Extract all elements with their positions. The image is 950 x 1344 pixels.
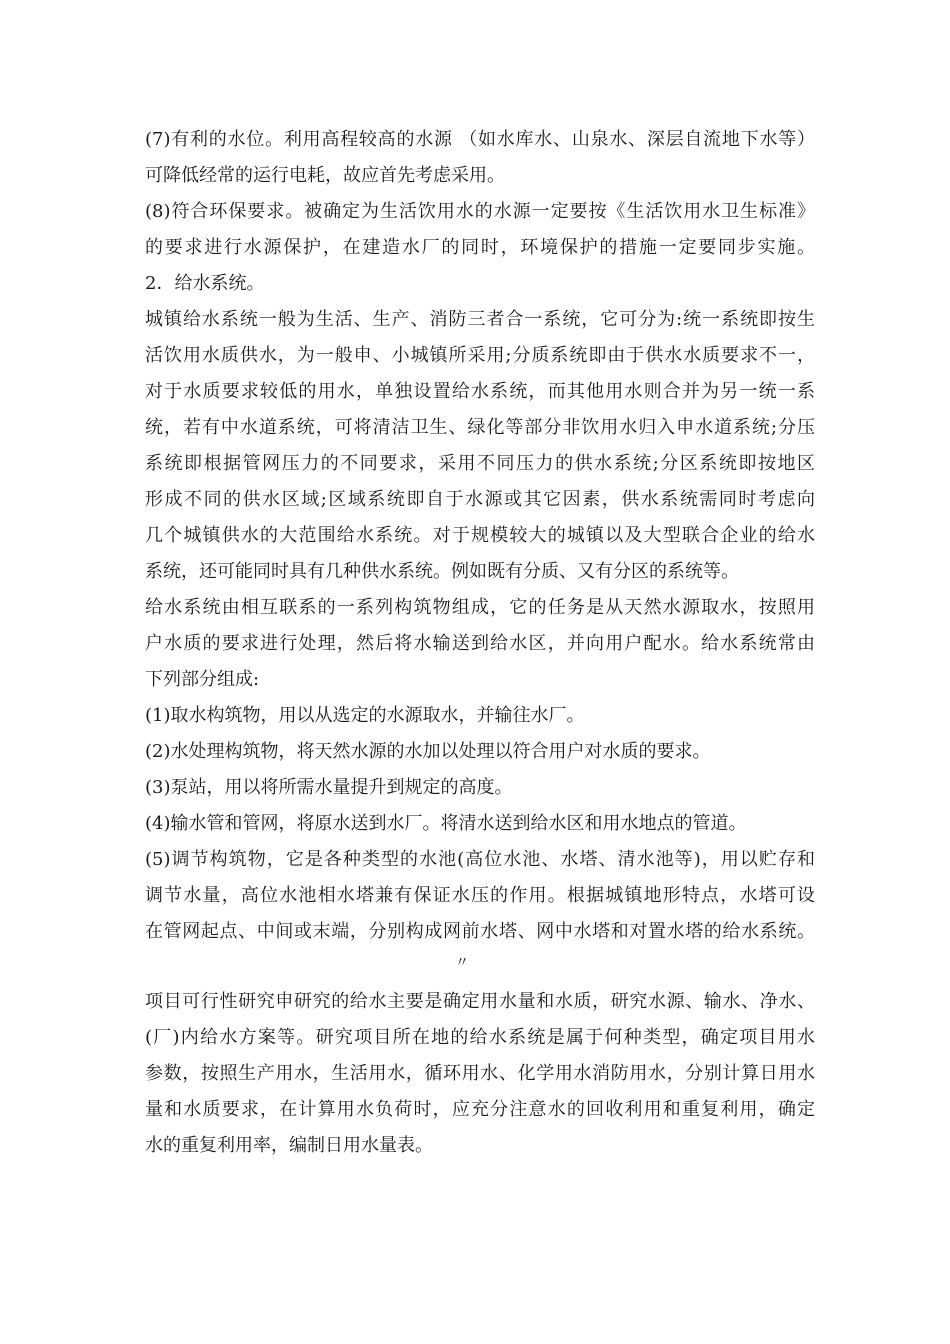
ditto-mark: 〃 bbox=[455, 955, 469, 971]
feasibility-study-water-supply-text bbox=[145, 984, 815, 1164]
paragraph-line: 给水系统由相互联系的一系列构筑物组成，它的任务是从天然水源取水，按照用 bbox=[145, 597, 815, 618]
section-heading: 2．给水系统。 bbox=[145, 273, 265, 294]
paragraph-line: 活饮用水质供水，为一般申、小城镇所采用;分质系统即由于供水水质要求不一， bbox=[145, 345, 815, 366]
paragraph-line: 系统，还可能同时具有几种供水系统。例如既有分质、又有分区的系统等。 bbox=[145, 561, 739, 582]
paragraph-line: (7)有利的水位。利用高程较高的水源 （如水库水、山泉水、深层自流地下水等） bbox=[145, 129, 815, 150]
list-item: (1)取水构筑物，用以从选定的水源取水，并输往水厂。 bbox=[145, 705, 585, 726]
paragraph-line: 参数，按照生产用水，生活用水，循环用水、化学用水消防用水，分别计算日用水 bbox=[145, 1063, 815, 1084]
paragraph-line: 户水质的要求进行处理，然后将水输送到给水区，并向用户配水。给水系统常由 bbox=[145, 633, 815, 654]
water-source-and-supply-system-text bbox=[145, 122, 815, 950]
paragraph-line: 几个城镇供水的大范围给水系统。对于规模较大的城镇以及大型联合企业的给水 bbox=[145, 525, 815, 546]
list-item: (2)水处理构筑物，将天然水源的水加以处理以符合用户对水质的要求。 bbox=[145, 741, 711, 762]
paragraph-line: (厂)内给水方案等。研究项目所在地的给水系统是属于何种类型，确定项目用水 bbox=[145, 1027, 815, 1048]
paragraph-line: 形成不同的供水区域;区域系统即自于水源或其它因素，供水系统需同时考虑向 bbox=[145, 489, 815, 510]
paragraph-line: 在管网起点、中间或末端，分别构成网前水塔、网中水塔和对置水塔的给水系统。 bbox=[145, 921, 815, 942]
paragraph-line: 统，若有中水道系统，可将清洁卫生、绿化等部分非饮用水归入申水道系统;分压 bbox=[145, 417, 815, 438]
list-item: (4)输水管和管网，将原水送到水厂。将清水送到给水区和用水地点的管道。 bbox=[145, 813, 747, 834]
paragraph-line: 系统即根据管网压力的不同要求，采用不同压力的供水系统;分区系统即按地区 bbox=[145, 453, 815, 474]
paragraph-line: 城镇给水系统一般为生活、生产、消防三者合一系统，它可分为:统一系统即按生 bbox=[145, 309, 815, 330]
list-item: (5)调节构筑物，它是各种类型的水池(高位水池、水塔、清水池等)，用以贮存和 bbox=[145, 849, 815, 870]
paragraph-line: 的要求进行水源保护，在建造水厂的同时，环境保护的措施一定要同步实施。 bbox=[145, 237, 815, 258]
list-item: (3)泵站，用以将所需水量提升到规定的高度。 bbox=[145, 777, 513, 798]
paragraph-line: 量和水质要求，在计算用水负荷时，应充分注意水的回收利用和重复利用，确定 bbox=[145, 1099, 815, 1120]
paragraph-line: 对于水质要求较低的用水，单独设置给水系统，而其他用水则合并为另一统一系 bbox=[145, 381, 815, 402]
paragraph-line: 下列部分组成: bbox=[145, 669, 260, 690]
paragraph-line: 水的重复利用率，编制日用水量表。 bbox=[145, 1135, 433, 1156]
paragraph-line: (8)符合环保要求。被确定为生活饮用水的水源一定要按《生活饮用水卫生标准》 bbox=[145, 201, 815, 222]
paragraph-line: 项目可行性研究申研究的给水主要是确定用水量和水质，研究水源、输水、净水、 bbox=[145, 991, 815, 1012]
paragraph-line: 调节水量，高位水池相水塔兼有保证水压的作用。根据城镇地形特点，水塔可设 bbox=[145, 885, 815, 906]
paragraph-line: 可降低经常的运行电耗，故应首先考虑采用。 bbox=[145, 165, 505, 186]
